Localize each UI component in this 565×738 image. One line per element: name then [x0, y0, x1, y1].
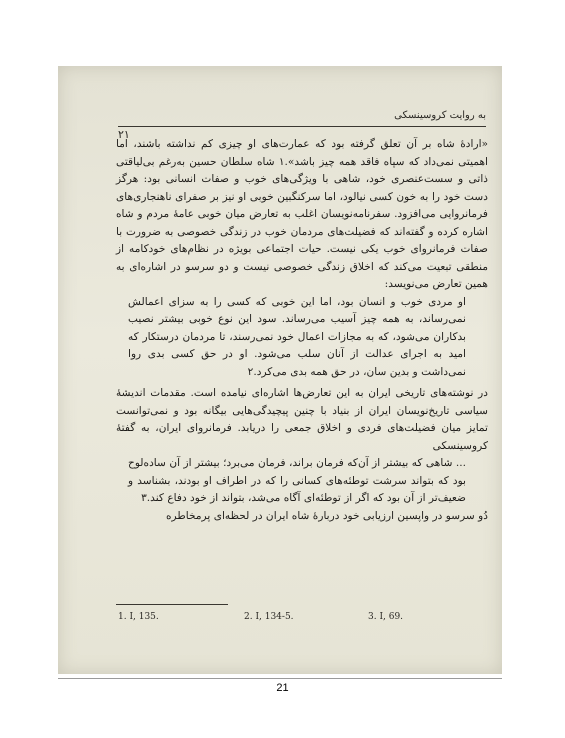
- body-text: [116, 136, 488, 525]
- scanned-page-photo: [58, 66, 502, 674]
- paragraph-1: «ارادهٔ شاه بر آن تعلق گرفته بود که عمارت‌های او چیزی کم نداشته باشند، اما اهمیتی نمی‌داد که سپاه فاقد همه چیز باشد».۱ شاه سلطان حسین به‌رغم بی‌لیاقتی ذاتی و سست‌عنصری خود، شاهی با ویژگی‌های خوب و صفات انسانی بود: هرگز دست خود را به خون کسی نیالود، اما سرکنگبین خوبی او نیز بر صفرای ناهنجاری‌های فرمانروایی می‌افزود. سفرنامه‌نویسان اغلب به تعارض میان خوبی عامهٔ مردم و شاه اشاره کرده و گفته‌اند که فضیلت‌های مردمان خوب در زندگی خصوصی به ضرورت با صفات فرمانروای خوب یکی نیست. حیات اجتماعی بویژه در نظام‌های خودکامه از منطقی تبعیت می‌کند که اخلاق زندگی خصوصی نیست و دو سرسو در اشاره‌ای به همین تعارض می‌نویسد:: [116, 138, 488, 290]
- header-rule: [118, 126, 486, 127]
- printed-page-number: ۲۱: [118, 128, 130, 141]
- block-quote-1: او مردی خوب و انسان بود، اما این خوبی که کسی را به سزای اعمالش نمی‌رساند، به همه چیز آسیب می‌رساند. سود این نوع خوبی بیشتر نصیب بدکاران می‌شود، که به مجازات اعمال خود نمی‌رسند، تا مردمان درستکار که امید به اجرای عدالت از آنان سلب می‌شود. او در حق کسی بدی روا نمی‌داشت و بدین سان، در حق همه بدی می‌کرد.۲: [128, 295, 466, 378]
- footnote-1: 1. I, 135.: [118, 612, 159, 622]
- footnote-2: 2. I, 134-5.: [244, 612, 294, 622]
- footnote-3: 3. I, 69.: [368, 612, 404, 622]
- page-number: 21: [276, 682, 289, 694]
- running-title: به روایت کروسینسکی: [394, 110, 486, 121]
- footnote-rule: [116, 604, 228, 605]
- page-divider: [58, 678, 502, 679]
- paragraph-2: در نوشته‌های تاریخی ایران به این تعارض‌ها اشاره‌ای نیامده است. مقدمات اندیشهٔ سیاسی تاریخ‌نویسان ایران از بنیاد با چنین پیچیدگی‌هایی بیگانه بود و نمی‌توانست تمایز میان فضیلت‌های فردی و اخلاق جمعی را دریابد. فرمانروای ایران، به گفتهٔ کروسینسکی: [116, 387, 488, 452]
- paragraph-3: دُو سرسو در واپسین ارزیابی خود دربارهٔ شاه ایران در لحظه‌ای پرمخاطره: [165, 509, 488, 522]
- block-quote-2: ... شاهی که بیشتر از آن‌که فرمان براند، فرمان می‌برد؛ بیشتر از آن ساده‌لوح بود که بتواند سرشت توطئه‌های کسانی را که در اطراف او بودند، بشناسد و ضعیف‌تر از آن بود که اگر از توطئه‌ای آگاه می‌شد، بتواند از خود دفاع کند.۳: [128, 457, 466, 504]
